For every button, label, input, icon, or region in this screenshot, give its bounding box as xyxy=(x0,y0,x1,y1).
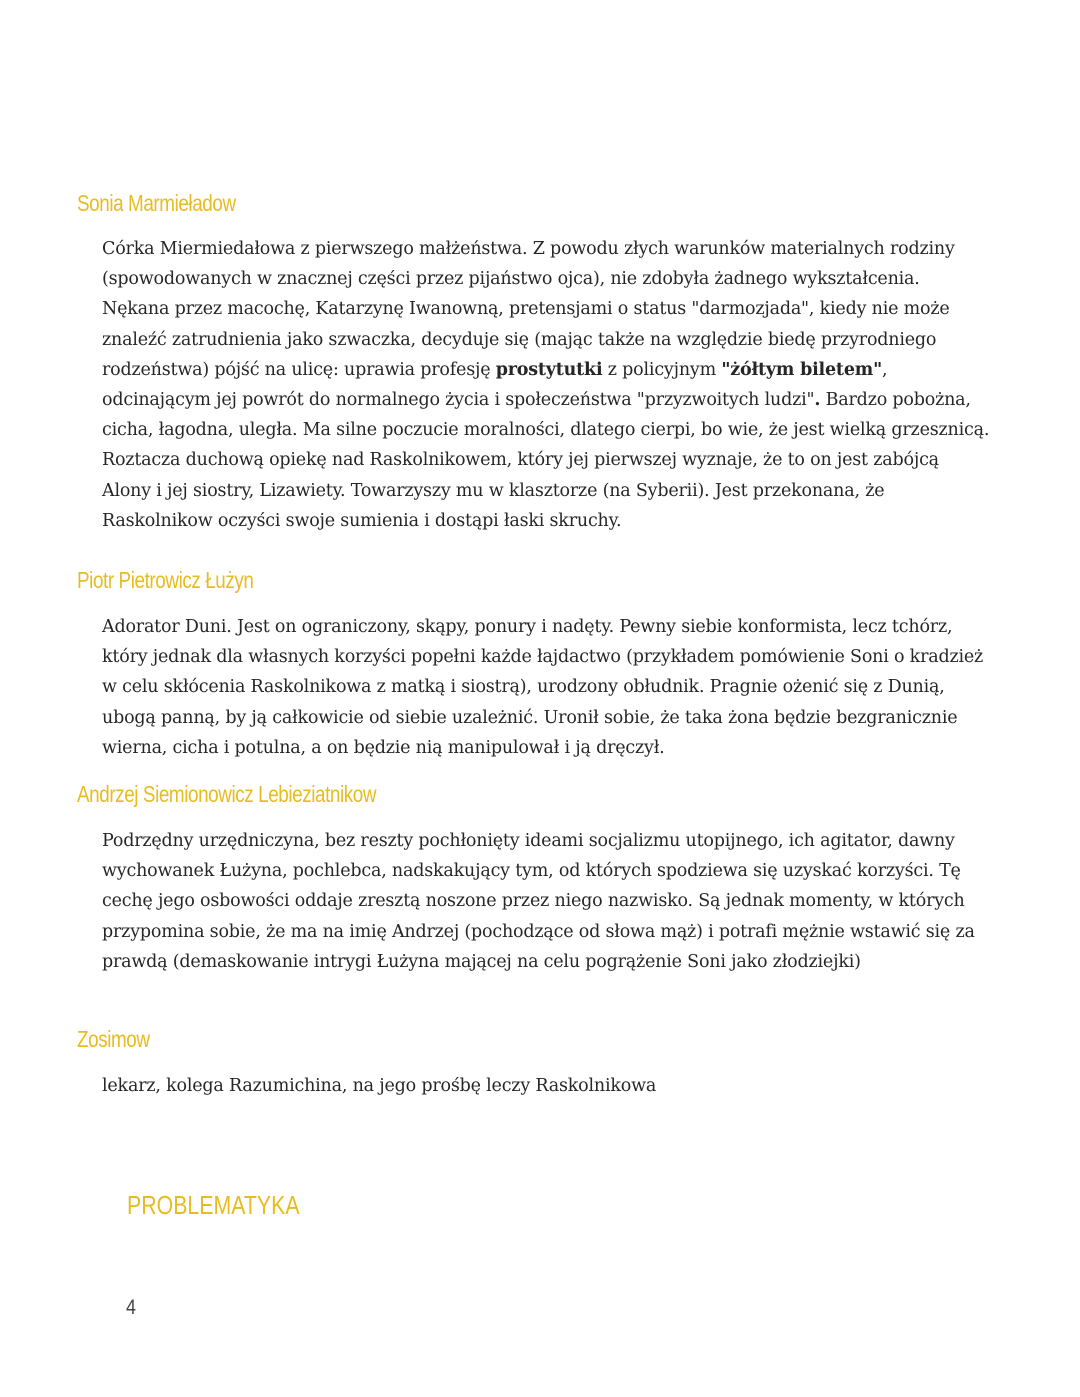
sonia-text-1: Córka Miermiedałowa z pierwszego małżeństwa. Z powodu złych warunków materialnych rodziny (spowodowanych w znacznej części przez pijaństwo ojca), nie zdobyła żadnego wykształcenia. Nękana przez macochę, Katarzynę Iwanowną, pretensjami o status "darmozjada", kiedy nie może znaleźć zatrudnienia jako szwaczka, decyduje się (mając także na względzie biedę przyrodniego rodzeństwa) pójść na ulicę: uprawia profesję xyxy=(102,239,955,380)
paragraph-zosimow: lekarz, kolega Razumichina, na jego prośbę leczy Raskolnikowa xyxy=(102,1076,657,1096)
sonia-text-3: , odcinającym jej powrót do normalnego życia i społeczeństwa "przyzwoitych ludzi" xyxy=(102,359,888,411)
heading-zosimow: Zosimow xyxy=(77,1026,150,1052)
heading-lebieziatnikow: Andrzej Siemionowicz Lebieziatnikow xyxy=(77,781,377,807)
paragraph-sonia xyxy=(102,234,992,536)
heading-sonia: Sonia Marmieładow xyxy=(77,190,236,216)
sonia-bold-3: . xyxy=(814,390,821,411)
page-number: 4 xyxy=(126,1296,136,1319)
sonia-text-2: z policyjnym xyxy=(602,359,722,380)
section-title-problematyka: PROBLEMATYKA xyxy=(127,1190,300,1220)
heading-luzyn: Piotr Pietrowicz Łużyn xyxy=(77,567,254,593)
sonia-text-4: Bardzo pobożna, cicha, łagodna, uległa. Ma silne poczucie moralności, dlatego cierpi, bo wie, że jest wielką grzesznicą. Roztacza duchową opiekę nad Raskolnikowem, który jej pierwszej wyznaje, że to on jest zabójcą Alony i jej siostry, Lizawiety. Towarzyszy mu w klasztorze (na Syberii). Jest przekonana, że Raskolnikow oczyści swoje sumienia i dostąpi łaski skruchy. xyxy=(102,390,990,531)
sonia-bold-2: "żółtym biletem" xyxy=(721,359,882,380)
paragraph-luzyn: Adorator Duni. Jest on ograniczony, skąpy, ponury i nadęty. Pewny siebie konformista, lecz tchórz, który jednak dla własnych korzyści popełni każde łajdactwo (przykładem pomówienie Soni o kradzież w celu skłócenia Raskolnikowa z matką i siostrą), urodzony obłudnik. Pragnie ożenić się z Dunią, ubogą panną, by ją całkowicie od siebie uzależnić. Uronił sobie, że taka żona będzie bezgranicznie wierna, cicha i potulna, a on będzie nią manipulował i ją dręczył. xyxy=(102,617,984,758)
paragraph-lebieziatnikow: Podrzędny urzędniczyna, bez reszty pochłonięty ideami socjalizmu utopijnego, ich agitator, dawny wychowanek Łużyna, pochlebca, nadskakujący tym, od których spodziewa się uzyskać korzyści. Tę cechę jego osbowości oddaje zresztą noszone przez niego nazwisko. Są jednak momenty, w których przypomina sobie, że ma na imię Andrzej (pochodzące od słowa mąż) i potrafi mężnie wstawić się za prawdą (demaskowanie intrygi Łużyna mającej na celu pogrążenie Soni jako złodziejki) xyxy=(102,831,975,972)
sonia-bold-1: prostytutki xyxy=(495,359,603,380)
